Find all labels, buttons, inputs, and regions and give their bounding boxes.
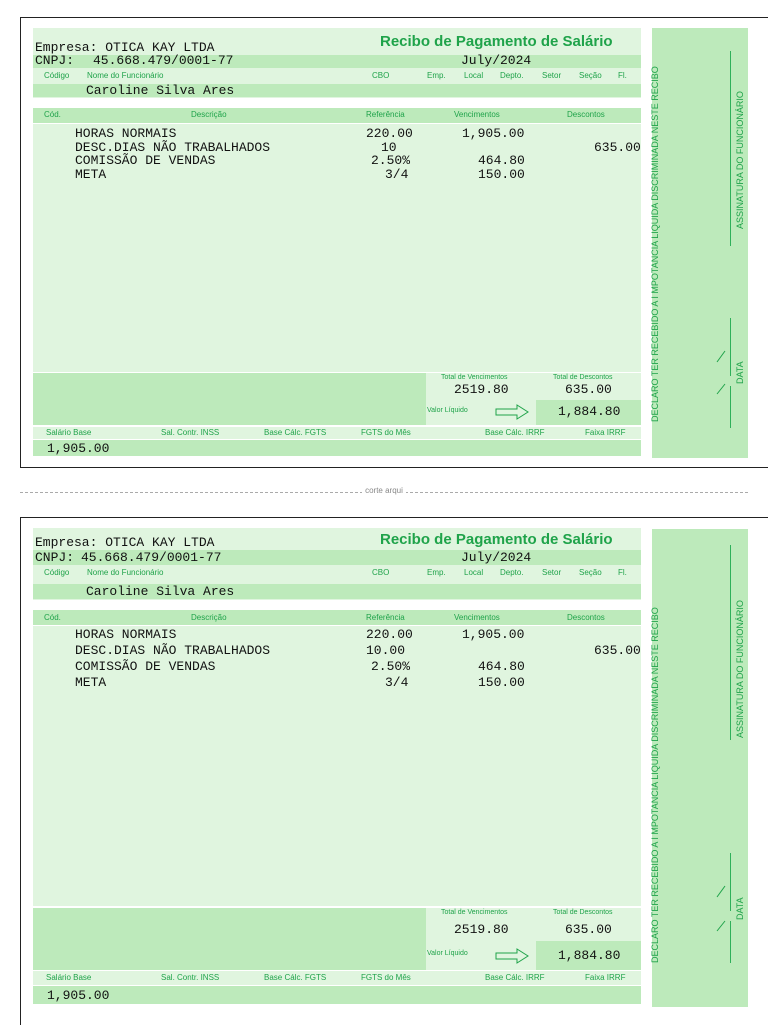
items-header xyxy=(33,610,641,625)
valor-liquido: 1,884.80 xyxy=(558,948,621,963)
col-emp: Emp. xyxy=(427,568,446,577)
cut-label-wrap xyxy=(0,486,768,495)
footer-labels xyxy=(33,427,641,439)
h-vencimentos: Vencimentos xyxy=(454,110,500,119)
item-ref: 220.00 xyxy=(366,627,413,642)
item-ref: 220.00 xyxy=(366,126,413,141)
col-local: Local xyxy=(464,71,484,80)
item-desc: HORAS NORMAIS xyxy=(75,126,177,141)
h-referencia: Referência xyxy=(366,613,405,622)
cut-label: corte arqui xyxy=(362,486,406,495)
total-vencimentos: 2519.80 xyxy=(454,922,509,937)
f-inss: Sal. Contr. INSS xyxy=(161,973,220,982)
col-nome: Nome do Funcionário xyxy=(87,71,164,80)
item-venc: 150.00 xyxy=(478,675,525,690)
employee-name: Caroline Silva Ares xyxy=(86,584,235,599)
payslip-top xyxy=(20,17,768,468)
assinatura-label: ASSINATURA DO FUNCIONÁRIO xyxy=(735,91,745,229)
f-fgts-mes: FGTS do Mês xyxy=(361,973,411,982)
f-fgts-base: Base Cálc. FGTS xyxy=(264,428,327,437)
signature-panel xyxy=(652,28,748,458)
h-cod: Cód. xyxy=(44,613,61,622)
h-descricao: Descrição xyxy=(191,110,227,119)
item-desc: META xyxy=(75,675,107,690)
valor-liquido: 1,884.80 xyxy=(558,404,621,419)
total-desc-label: Total de Descontos xyxy=(553,374,613,381)
col-depto: Depto. xyxy=(500,568,524,577)
col-nome: Nome do Funcionário xyxy=(87,568,164,577)
total-desc-label: Total de Descontos xyxy=(553,909,613,916)
item-disc: 635.00 xyxy=(594,140,641,155)
f-irrf-faixa: Faixa IRRF xyxy=(585,428,626,437)
cnpj-value: 45.668.479/0001-77 xyxy=(81,550,222,565)
col-fl: Fl. xyxy=(618,71,627,80)
arrow-right-icon xyxy=(495,948,529,964)
signature-panel xyxy=(652,529,748,1007)
payslip-title: Recibo de Pagamento de Salário xyxy=(380,33,613,50)
item-desc: COMISSÃO DE VENDAS xyxy=(75,659,216,674)
item-venc: 1,905.00 xyxy=(462,627,525,642)
item-desc: DESC.DIAS NÃO TRABALHADOS xyxy=(75,643,271,658)
h-vencimentos: Vencimentos xyxy=(454,613,500,622)
footer-values xyxy=(33,440,641,456)
f-irrf-faixa: Faixa IRRF xyxy=(585,973,626,982)
item-desc: DESC.DIAS NÃO TRABALHADOS xyxy=(75,140,271,155)
date-line-top xyxy=(730,318,731,376)
footer-labels xyxy=(33,971,641,985)
footer-values xyxy=(33,986,641,1004)
total-venc-label: Total de Vencimentos xyxy=(441,374,508,381)
total-venc-label: Total de Vencimentos xyxy=(441,909,508,916)
col-local: Local xyxy=(464,568,484,577)
col-secao: Seção xyxy=(579,71,602,80)
col-emp: Emp. xyxy=(427,71,446,80)
col-setor: Setor xyxy=(542,568,562,577)
f-fgts-mes: FGTS do Mês xyxy=(361,428,411,437)
date-slash-marks xyxy=(711,883,729,935)
cnpj-label: CNPJ: xyxy=(35,53,75,68)
cnpj-value: 45.668.479/0001-77 xyxy=(93,53,234,68)
date-line-bottom xyxy=(730,921,731,963)
h-descontos: Descontos xyxy=(567,613,605,622)
f-fgts-base: Base Cálc. FGTS xyxy=(264,973,327,982)
date-slash-marks xyxy=(711,348,729,398)
col-fl: Fl. xyxy=(618,568,627,577)
data-label: DATA xyxy=(735,897,745,920)
item-ref: 2.50% xyxy=(371,153,411,168)
item-ref: 3/4 xyxy=(385,167,409,182)
f-salario-base: Salário Base xyxy=(46,973,92,982)
item-ref: 10 xyxy=(381,140,397,155)
cnpj-label: CNPJ: xyxy=(35,550,75,565)
company-name: Empresa: OTICA KAY LTDA xyxy=(35,535,215,550)
item-desc: COMISSÃO DE VENDAS xyxy=(75,153,216,168)
data-label: DATA xyxy=(735,361,745,384)
signature-line xyxy=(730,545,731,740)
item-venc: 150.00 xyxy=(478,167,525,182)
total-vencimentos: 2519.80 xyxy=(454,382,509,397)
item-venc: 464.80 xyxy=(478,659,525,674)
date-line-top xyxy=(730,853,731,911)
liquido-label: Valor Líquido xyxy=(427,407,468,414)
liquido-label: Valor Líquido xyxy=(427,950,468,957)
f-salario-base: Salário Base xyxy=(46,428,92,437)
item-ref: 10.00 xyxy=(366,643,406,658)
salario-base: 1,905.00 xyxy=(47,441,110,456)
col-cbo: CBO xyxy=(372,568,390,577)
col-secao: Seção xyxy=(579,568,602,577)
assinatura-label: ASSINATURA DO FUNCIONÁRIO xyxy=(735,600,745,738)
totals-left-block xyxy=(33,373,426,425)
total-descontos: 635.00 xyxy=(565,382,612,397)
f-inss: Sal. Contr. INSS xyxy=(161,428,220,437)
item-disc: 635.00 xyxy=(594,643,641,658)
f-irrf-base: Base Cálc. IRRF xyxy=(485,428,545,437)
col-codigo: Código xyxy=(44,568,70,577)
employee-name: Caroline Silva Ares xyxy=(86,83,235,98)
h-cod: Cód. xyxy=(44,110,61,119)
h-referencia: Referência xyxy=(366,110,405,119)
h-descricao: Descrição xyxy=(191,613,227,622)
item-desc: HORAS NORMAIS xyxy=(75,627,177,642)
col-depto: Depto. xyxy=(500,71,524,80)
payslip-title: Recibo de Pagamento de Salário xyxy=(380,531,613,548)
period: July/2024 xyxy=(461,550,532,565)
col-codigo: Código xyxy=(44,71,70,80)
totals-left-block xyxy=(33,908,426,970)
salario-base: 1,905.00 xyxy=(47,988,110,1003)
f-irrf-base: Base Cálc. IRRF xyxy=(485,973,545,982)
total-descontos: 635.00 xyxy=(565,922,612,937)
declaro-text: DECLARO TER RECEBIDO A I MPOTANCIA LIQUIDA DISCRIMINADA NESTE RECIBO xyxy=(650,66,660,422)
col-cbo: CBO xyxy=(372,71,390,80)
signature-line xyxy=(730,51,731,246)
arrow-right-icon xyxy=(495,404,529,420)
item-ref: 3/4 xyxy=(385,675,409,690)
item-venc: 464.80 xyxy=(478,153,525,168)
declaro-text: DECLARO TER RECEBIDO A I MPOTANCIA LIQUIDA DISCRIMINADA NESTE RECIBO xyxy=(650,607,660,963)
date-line-bottom xyxy=(730,386,731,428)
items-header xyxy=(33,108,641,123)
period: July/2024 xyxy=(461,53,532,68)
item-venc: 1,905.00 xyxy=(462,126,525,141)
h-descontos: Descontos xyxy=(567,110,605,119)
item-ref: 2.50% xyxy=(371,659,411,674)
col-setor: Setor xyxy=(542,71,562,80)
payslip-bottom xyxy=(20,517,768,1025)
item-desc: META xyxy=(75,167,107,182)
company-name: Empresa: OTICA KAY LTDA xyxy=(35,40,215,55)
